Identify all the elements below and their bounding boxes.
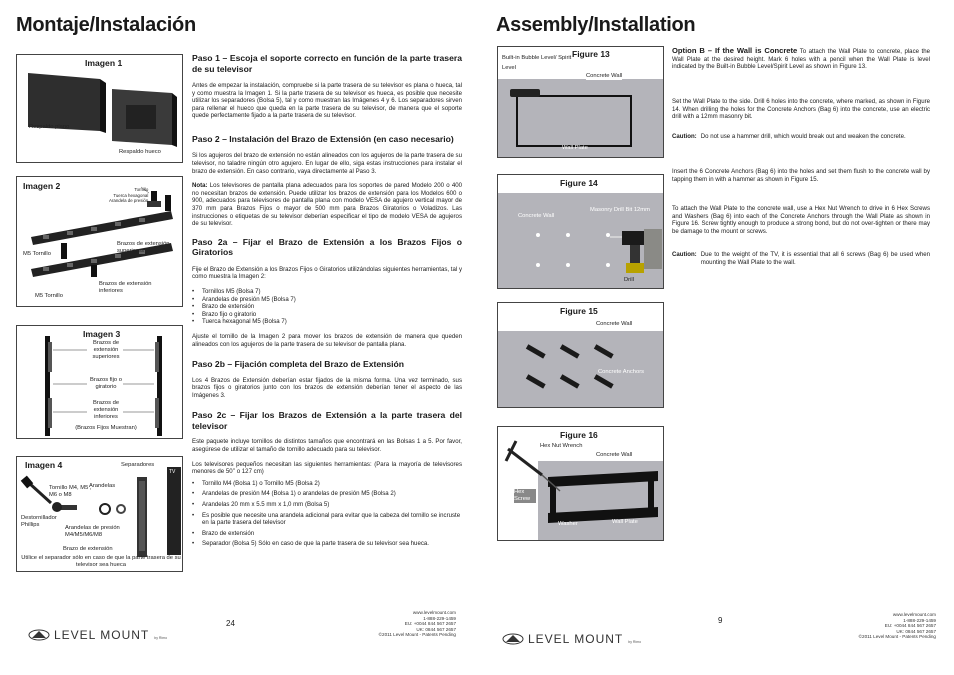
- right-text-column: [672, 47, 930, 71]
- page-number-right: 9: [718, 616, 723, 625]
- note-label: Nota:: [192, 182, 208, 190]
- list-item: • Arandelas 20 mm x 5.5 mm x 1,0 mm (Bolsa 5): [192, 501, 462, 509]
- caution-1: [672, 133, 930, 141]
- figure-title: Imagen 2: [23, 181, 61, 191]
- note-paragraph: [192, 182, 462, 228]
- option-b-title: Option B – If the Wall is Concrete: [672, 46, 798, 55]
- brand-name: LEVEL MOUNT: [54, 628, 150, 642]
- figure-title: Imagen 3: [83, 329, 121, 339]
- footer-phone: 1-888-229-1459: [423, 615, 456, 621]
- page-title-es: Montaje/Instalación: [16, 14, 196, 36]
- figure-title: Figure 15: [560, 306, 598, 316]
- figure-title: Imagen 4: [25, 460, 63, 470]
- step2a-title: Paso 2a – Fijar el Brazo de Extensión a los Brazos Fijos o Giratorios: [192, 236, 462, 258]
- step2b-title: Paso 2b – Fijación completa del Brazo de Extensión: [192, 359, 405, 370]
- step2c-text2: Los televisores pequeños necesitan las siguientes herramientas: (Para la mayoría de televisores menores de 50’’ o 127 cm): [192, 460, 462, 476]
- caution-label: Caution:: [672, 251, 697, 258]
- step2-text: Si los agujeros del brazo de extensión no están alineados con los agujeros de la parte trasera de su televisor, no taladre ningún otro agujero. En lugar de ello, siga estas instrucciones para instalar el brazo de extensión. En caso contrario, vaya directamente al Paso 3.: [192, 152, 462, 175]
- figure-imagen-4: [16, 456, 183, 572]
- figure-title: Figure 13: [572, 49, 610, 59]
- step2c-title: Paso 2c – Fijar los Brazos de Extensión a la parte trasera del televisor: [192, 410, 462, 431]
- wrench-paragraph: To attach the Wall Plate to the concrete wall, use a Hex Nut Wrench to drive in 6 Hex Screws and Washers (Bag 6) into each of the Concrete Anchors through the Wall Plate as shown in Figure 16. Screw tightly enough to produce a strong bond, but do not over-tighten or there may be damage to the mount or screws.: [672, 205, 930, 235]
- drill-paragraph: Set the Wall Plate to the side. Drill 6 holes into the concrete, where marked, as shown in Figure 14. When drilling the holes for the Concrete Anchors (Bag 6) into the concrete, use an electric drill with a 12mm masonry bit.: [672, 98, 930, 121]
- caution-label: Caution:: [672, 133, 697, 140]
- left-text-column: [192, 53, 462, 548]
- drill-illustration: [498, 175, 665, 290]
- caution-text: Do not use a hammer drill, which would break out and weaken the concrete.: [700, 133, 906, 140]
- figure-title: Figure 14: [560, 178, 598, 188]
- step1-title: Paso 1 – Escoja el soporte correcto en función de la parte trasera de su televisor: [192, 53, 462, 74]
- figure-caption: Utilice el separador sólo en caso de que la parte trasera de su televisor sea hueca: [21, 555, 181, 568]
- label-lock-washers: Arandelas de presión M4/M5/M6/M8: [65, 525, 120, 538]
- label-washers: Arandelas: [89, 483, 116, 489]
- footer-contact-right: [836, 612, 936, 640]
- step1-text: Antes de empezar la instalación, compruebe si la parte trasera de su televisor es plana o hueca, tal y como muestra la Imagen 1. Si la parte trasera de su televisor es hueca, es posible que necesite utilizar los separadores (Bolsa 5), tal y como muestran las Imágenes 4 y 6. Los separadores sirven para rellenar el hueco que queda en la parte trasera de su televisor, de manera que el soporte quede perfectamente fijado a la parte trasera de su televisor.: [192, 82, 462, 120]
- label-drill: Drill: [624, 277, 634, 283]
- footer-eu: EU: +0044 844 567 2657: [404, 621, 456, 627]
- label-hollow-back: Respaldo hueco: [119, 149, 161, 155]
- brand-logo-left: [28, 628, 167, 642]
- label-bubble-level: Built-in Bubble Level/ Spirit Level: [502, 55, 572, 71]
- label-screw: Tornillo: [134, 187, 149, 192]
- footer-eu: EU: +0044 844 567 2657: [884, 623, 936, 629]
- caution-2: [672, 251, 930, 266]
- label-washer: Washer: [558, 521, 578, 527]
- label-hex-screw: Hex Screw: [514, 489, 536, 503]
- brand-logo-right: [502, 632, 641, 646]
- step2b-text: Los 4 Brazos de Extensión deberían estar fijados de la misma forma. Una vez terminado, sus brazos fijos o giratorios junto con los brazos de extensión deberían tener el aspecto de las Imágenes 3.: [192, 376, 462, 399]
- label-lock-washer: Arandela de presión: [109, 198, 149, 204]
- label-spacers: Separadores: [121, 462, 155, 468]
- step2c-list: [192, 480, 462, 548]
- label-concrete-wall: Concrete Wall: [586, 73, 623, 79]
- brand-sub: by Rimo: [154, 636, 168, 640]
- footer-contact-left: [356, 610, 456, 638]
- brand-name: LEVEL MOUNT: [528, 632, 624, 646]
- step2c-text1: Este paquete incluye tornillos de distintos tamaños que encontrará en las Bolsas 1 a 5. Por favor, asegúrese de utilizar el tamaño de tornillo adecuado para su televisor.: [192, 438, 462, 454]
- fig2-labels-top: [109, 187, 148, 204]
- label-concrete-wall: Concrete Wall: [596, 452, 633, 458]
- list-item: • Brazo fijo o giratorio: [192, 311, 462, 319]
- figure-imagen-1: [16, 54, 183, 163]
- list-item: • Arandelas de presión M4 (Bolsa 1) o arandelas de presión M5 (Bolsa 2): [192, 490, 462, 498]
- footer-copyright: ©2011 Level Mount - Patents Pending: [378, 632, 456, 638]
- list-item: • Tornillo M4 (Bolsa 1) o Tornillo M5 (Bolsa 2): [192, 480, 462, 488]
- figure-imagen-2: [16, 176, 183, 307]
- figure-13: [497, 46, 664, 158]
- anchors-illustration: [498, 303, 665, 409]
- label-lower-arms: Brazos de extensión inferiores: [92, 400, 120, 420]
- note-text: Los televisores de pantalla plana adecuados para los soportes de pared Modelo 200 o 400 no necesitan brazos de extensión. Puede utilizar los brazos de extensión para los Modelos 600 o 900, adecuados para televisores de pantalla plana con modelo VESA de agujero vertical mayor de 370 mm para Brazos Fijos o mayor de 500 mm para Brazos Giratorios o Voladizos. Las instrucciones o etiquetas de su televisor deberían especificar el tipo de modelo VESA de agujeros de su televisor.: [192, 182, 462, 228]
- label-fixed-arms: Brazos fijo o giratorio: [90, 377, 122, 390]
- label-concrete-wall: Concrete Wall: [596, 321, 633, 327]
- list-item: • Separador (Bolsa 5) Sólo en caso de que la parte trasera de su televisor sea hueca.: [192, 540, 462, 548]
- label-upper-arms: Brazos de extensión superiores: [117, 241, 170, 254]
- footer-uk: UK: 0844 567 2657: [896, 628, 936, 634]
- label-masonry-bit: Masonry Drill Bit 12mm: [590, 207, 650, 213]
- figure-imagen-3: [16, 325, 183, 439]
- label-m5-screw-2: M5 Tornillo: [35, 293, 63, 299]
- step2-title: Paso 2 – Instalación del Brazo de Extensión (en caso necesario): [192, 133, 454, 144]
- figure-title: Imagen 1: [85, 58, 123, 68]
- list-item: • Tuerca hexagonal M5 (Bolsa 7): [192, 318, 462, 326]
- list-item: • Brazo de extensión: [192, 303, 462, 311]
- level-mount-logo-icon: [28, 629, 50, 641]
- label-wall-plate: Wall Plate: [562, 145, 588, 151]
- label-hex-nut-wrench: Hex Nut Wrench: [540, 443, 583, 449]
- caution-text: Due to the weight of the TV, it is essential that all 6 screws (Bag 6) be used when mounting the Wall Plate to the wall.: [700, 251, 930, 266]
- step2a-after: Ajuste el tornillo de la Imagen 2 para mover los brazos de extensión de manera que queden alineados con los agujeros de la parte trasera de su televisor de pantalla plana.: [192, 332, 462, 348]
- option-b-text: To attach the Wall Plate to concrete, place the Wall Plate at the desired height. Mark 6 holes with a pencil when the Wall Plate is level indicated by the Built-in Bubble Level/Spirit Level as shown in Figure 13.: [672, 48, 930, 71]
- label-flat-back: Respaldo plano: [29, 124, 70, 130]
- option-b-paragraph: [672, 47, 930, 71]
- footer-phone: 1-888-229-1459: [903, 617, 936, 623]
- wall-plate-shape: [516, 95, 632, 147]
- figure-title: Figure 16: [560, 430, 598, 440]
- footer-copyright: ©2011 Level Mount - Patents Pending: [858, 634, 936, 640]
- figure-14: [497, 174, 664, 289]
- page-title-en: Assembly/Installation: [496, 14, 696, 36]
- footer-web: www.levelmount.com: [412, 610, 456, 615]
- label-screw: Tornillo M4, M5 , M6 o M8: [49, 485, 92, 498]
- label-m5-screw: M5 Tornillo: [23, 251, 51, 257]
- figure-caption: (Brazos Fijos Muestran): [75, 425, 137, 431]
- anchors-paragraph: Insert the 6 Concrete Anchors (Bag 6) into the holes and set them flush to the concrete wall by tapping them in with a hammer as shown in Figure 15.: [672, 168, 930, 183]
- figure-15: [497, 302, 664, 408]
- page-number-left: 24: [226, 619, 235, 628]
- list-item: • Es posible que necesite una arandela adicional para evitar que la cabeza del tornillo se incruste en la parte trasera del televisor: [192, 512, 462, 527]
- footer-web: www.levelmount.com: [892, 612, 936, 617]
- brand-sub: by Rimo: [628, 640, 642, 644]
- label-concrete-wall: Concrete Wall: [518, 213, 555, 219]
- list-item: • Brazo de extensión: [192, 530, 462, 538]
- footer-uk: UK: 0844 567 2657: [416, 626, 456, 632]
- bubble-level-icon: [510, 89, 540, 97]
- label-tv: TV: [169, 469, 176, 475]
- level-mount-logo-icon: [502, 633, 524, 645]
- list-item: • Arandelas de presión M5 (Bolsa 7): [192, 296, 462, 304]
- tv-back-illustration: [22, 69, 180, 149]
- step2a-text: Fije el Brazo de Extensión a los Brazos Fijos o Giratorios utilizándolas siguientes herramientas, tal y como muestra la Imagen 2:: [192, 265, 462, 281]
- label-concrete-anchors: Concrete Anchors: [598, 369, 645, 375]
- label-hex-nut: Tuerca hexagonal: [113, 192, 149, 198]
- step2a-list: [192, 288, 462, 326]
- label-phillips-screwdriver: Destornillador Phillips: [21, 515, 57, 528]
- label-extension-arm: Brazo de extensión: [63, 546, 113, 552]
- label-lower-arms: Brazos de extensión inferiores: [99, 281, 152, 294]
- figure-16: [497, 426, 664, 541]
- list-item: • Tornillos M5 (Bolsa 7): [192, 288, 462, 296]
- wrench-plate-illustration: [498, 427, 665, 542]
- label-upper-arms: Brazos de extensión superiores: [92, 340, 120, 360]
- label-wall-plate: Wall Plate: [612, 519, 638, 525]
